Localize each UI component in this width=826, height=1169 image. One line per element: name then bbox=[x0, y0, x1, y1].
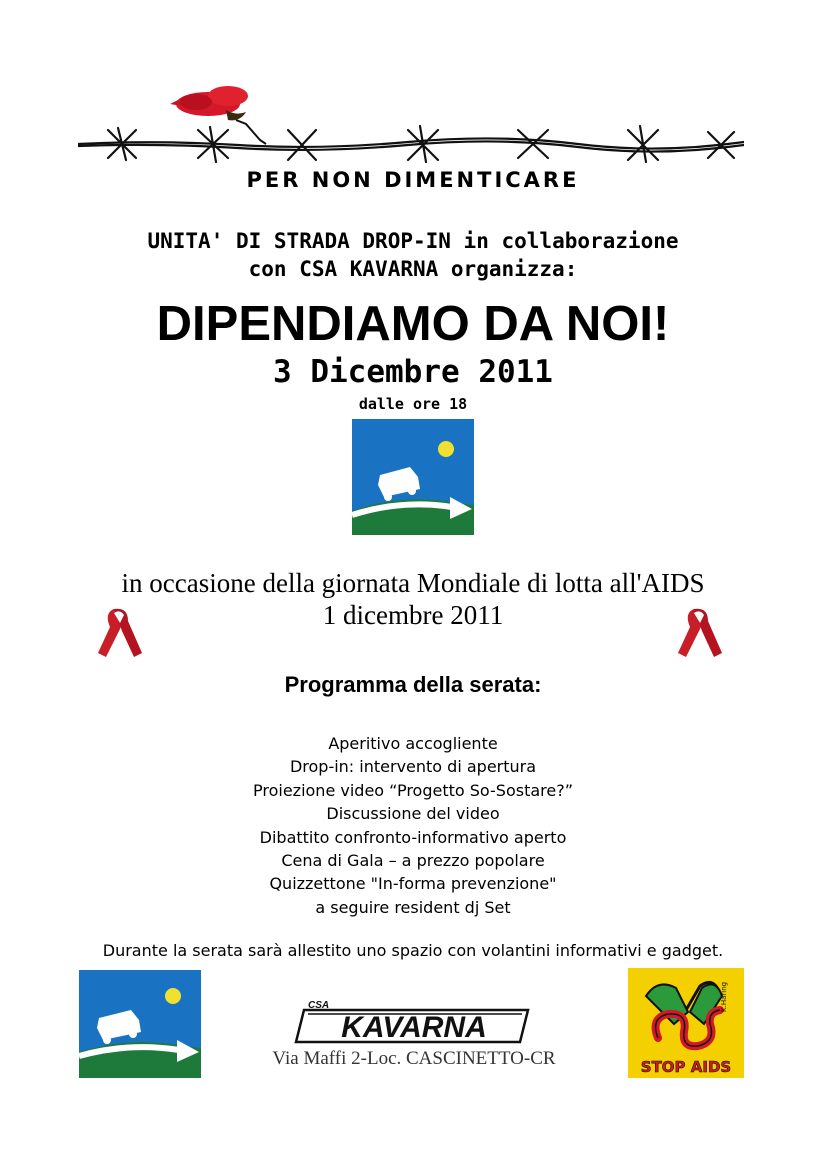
barbed-wire-banner bbox=[78, 82, 744, 172]
stop-aids-text: STOP AIDS bbox=[640, 1058, 732, 1076]
program-item: Discussione del video bbox=[326, 804, 500, 824]
address-text: Via Maffi 2-Loc. CASCINETTO-CR bbox=[272, 1048, 556, 1069]
program-item: Proiezione video “Progetto So-Sostare?” bbox=[253, 780, 573, 800]
event-date: 3 Dicembre 2011 bbox=[273, 354, 553, 390]
van-on-road-logo bbox=[79, 970, 201, 1078]
stop-aids-haring-logo bbox=[628, 968, 744, 1078]
program-item: Aperitivo accogliente bbox=[328, 734, 498, 753]
artist-signature: K.Haring bbox=[720, 981, 728, 1012]
program-item: Dibattito confronto-informativo aperto bbox=[259, 827, 567, 847]
program-list bbox=[0, 732, 826, 919]
event-title: DIPENDIAMO DA NOI! bbox=[156, 297, 670, 351]
organizer-line-2: con CSA KAVARNA organizza: bbox=[248, 257, 578, 281]
program-heading: Programma della serata: bbox=[284, 672, 542, 697]
program-item: a seguire resident dj Set bbox=[315, 897, 511, 917]
program-item: Drop-in: intervento di apertura bbox=[289, 757, 537, 777]
organizer-line-1: UNITA' DI STRADA DROP-IN in collaborazione bbox=[147, 229, 679, 253]
aids-red-ribbon-icon bbox=[662, 603, 740, 665]
barbed-wire-icon bbox=[78, 126, 744, 162]
kavarna-logo bbox=[294, 998, 534, 1048]
kavarna-logo-text: KAVARNA bbox=[341, 1011, 487, 1044]
banner-text: PER NON DIMENTICARE bbox=[246, 168, 580, 192]
red-rose-icon bbox=[170, 86, 266, 144]
van-on-road-logo bbox=[352, 419, 474, 535]
aids-red-ribbon-icon bbox=[82, 603, 160, 665]
note-text: Durante la serata sarà allestito uno spazio con volantini informativi e gadget. bbox=[102, 941, 724, 960]
occasion-line-1: in occasione della giornata Mondiale di lotta all'AIDS bbox=[121, 568, 705, 598]
program-item: Quizzettone "In-forma prevenzione" bbox=[269, 874, 557, 894]
kavarna-csa-text: CSA bbox=[308, 1000, 330, 1011]
program-item: Cena di Gala – a prezzo popolare bbox=[281, 850, 545, 870]
occasion-line-2: 1 dicembre 2011 bbox=[322, 600, 504, 630]
event-time: dalle ore 18 bbox=[358, 395, 468, 413]
